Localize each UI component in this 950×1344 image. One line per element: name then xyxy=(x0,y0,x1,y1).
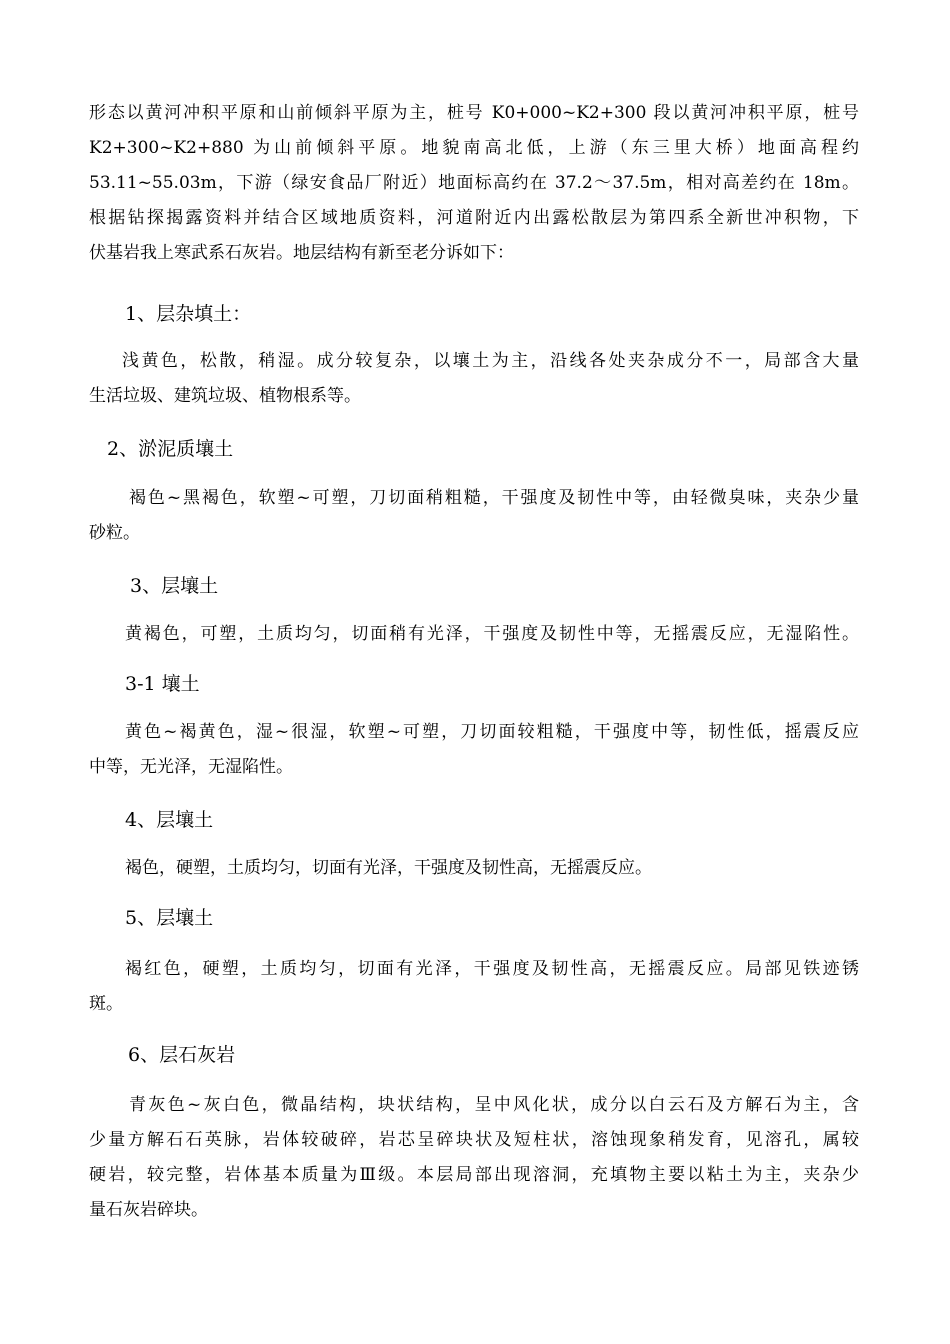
layer-line: 砂粒。 xyxy=(89,523,140,543)
layer-line: 斑。 xyxy=(89,994,123,1014)
layer-description xyxy=(89,952,859,1022)
layer-line: 黄褐色，可塑，土质均匀，切面稍有光泽，干强度及韧性中等，无摇震反应，无湿陷性。 xyxy=(125,624,859,644)
layer-line: 少量方解石石英脉，岩体较破碎，岩芯呈碎块状及短柱状，溶蚀现象稍发育，见溶孔，属较 xyxy=(89,1130,859,1150)
layer-line: 硬岩，较完整，岩体基本质量为Ⅲ级。本层局部出现溶洞，充填物主要以粘土为主，夹杂少 xyxy=(89,1165,859,1185)
layer-description xyxy=(89,1088,859,1228)
layer-description xyxy=(89,617,859,652)
layer-line: 褐色~黑褐色，软塑~可塑，刀切面稍粗糙，干强度及韧性中等，由轻微臭味，夹杂少量 xyxy=(129,488,859,508)
layer-heading: 1、层杂填土： xyxy=(125,303,252,325)
layer-heading: 6、层石灰岩 xyxy=(128,1044,236,1066)
intro-line: K2+300~K2+880 为山前倾斜平原。地貌南高北低，上游（东三里大桥）地面高程约 xyxy=(89,138,859,158)
layer-line: 黄色~褐黄色，湿~很湿，软塑~可塑，刀切面较粗糙，干强度中等，韧性低，摇震反应 xyxy=(125,722,859,742)
layer-line: 青灰色~灰白色，微晶结构，块状结构，呈中风化状，成分以白云石及方解石为主，含 xyxy=(129,1095,859,1115)
layer-line: 中等，无光泽，无湿陷性。 xyxy=(89,757,293,777)
intro-line: 根据钻探揭露资料并结合区域地质资料，河道附近内出露松散层为第四系全新世冲积物，下 xyxy=(89,208,859,228)
layer-heading: 5、层壤土 xyxy=(125,907,214,929)
layer-line: 褐色，硬塑，土质均匀，切面有光泽，干强度及韧性高，无摇震反应。 xyxy=(125,858,652,878)
layer-heading: 3、层壤土 xyxy=(130,575,219,597)
layer-line: 褐红色，硬塑，土质均匀，切面有光泽，干强度及韧性高，无摇震反应。局部见铁迹锈 xyxy=(125,959,859,979)
intro-paragraph xyxy=(89,96,859,271)
layer-heading: 3-1 壤土 xyxy=(125,673,200,695)
layer-description xyxy=(89,715,859,785)
intro-line: 形态以黄河冲积平原和山前倾斜平原为主，桩号 K0+000~K2+300 段以黄河冲积平原，桩号 xyxy=(89,103,859,123)
layer-description xyxy=(89,481,859,551)
intro-line: 53.11~55.03m，下游（绿安食品厂附近）地面标高约在 37.2～37.5m，相对高差约在 18m。 xyxy=(89,173,859,193)
layer-line: 量石灰岩碎块。 xyxy=(89,1200,208,1220)
layer-heading: 2、淤泥质壤土 xyxy=(107,438,234,460)
layer-description xyxy=(89,344,859,414)
layer-description xyxy=(89,851,859,886)
layer-line: 浅黄色，松散，稍湿。成分较复杂，以壤土为主，沿线各处夹杂成分不一，局部含大量 xyxy=(122,351,859,371)
layer-line: 生活垃圾、建筑垃圾、植物根系等。 xyxy=(89,386,361,406)
layer-heading: 4、层壤土 xyxy=(125,809,214,831)
intro-line: 伏基岩我上寒武系石灰岩。地层结构有新至老分诉如下： xyxy=(89,243,514,263)
